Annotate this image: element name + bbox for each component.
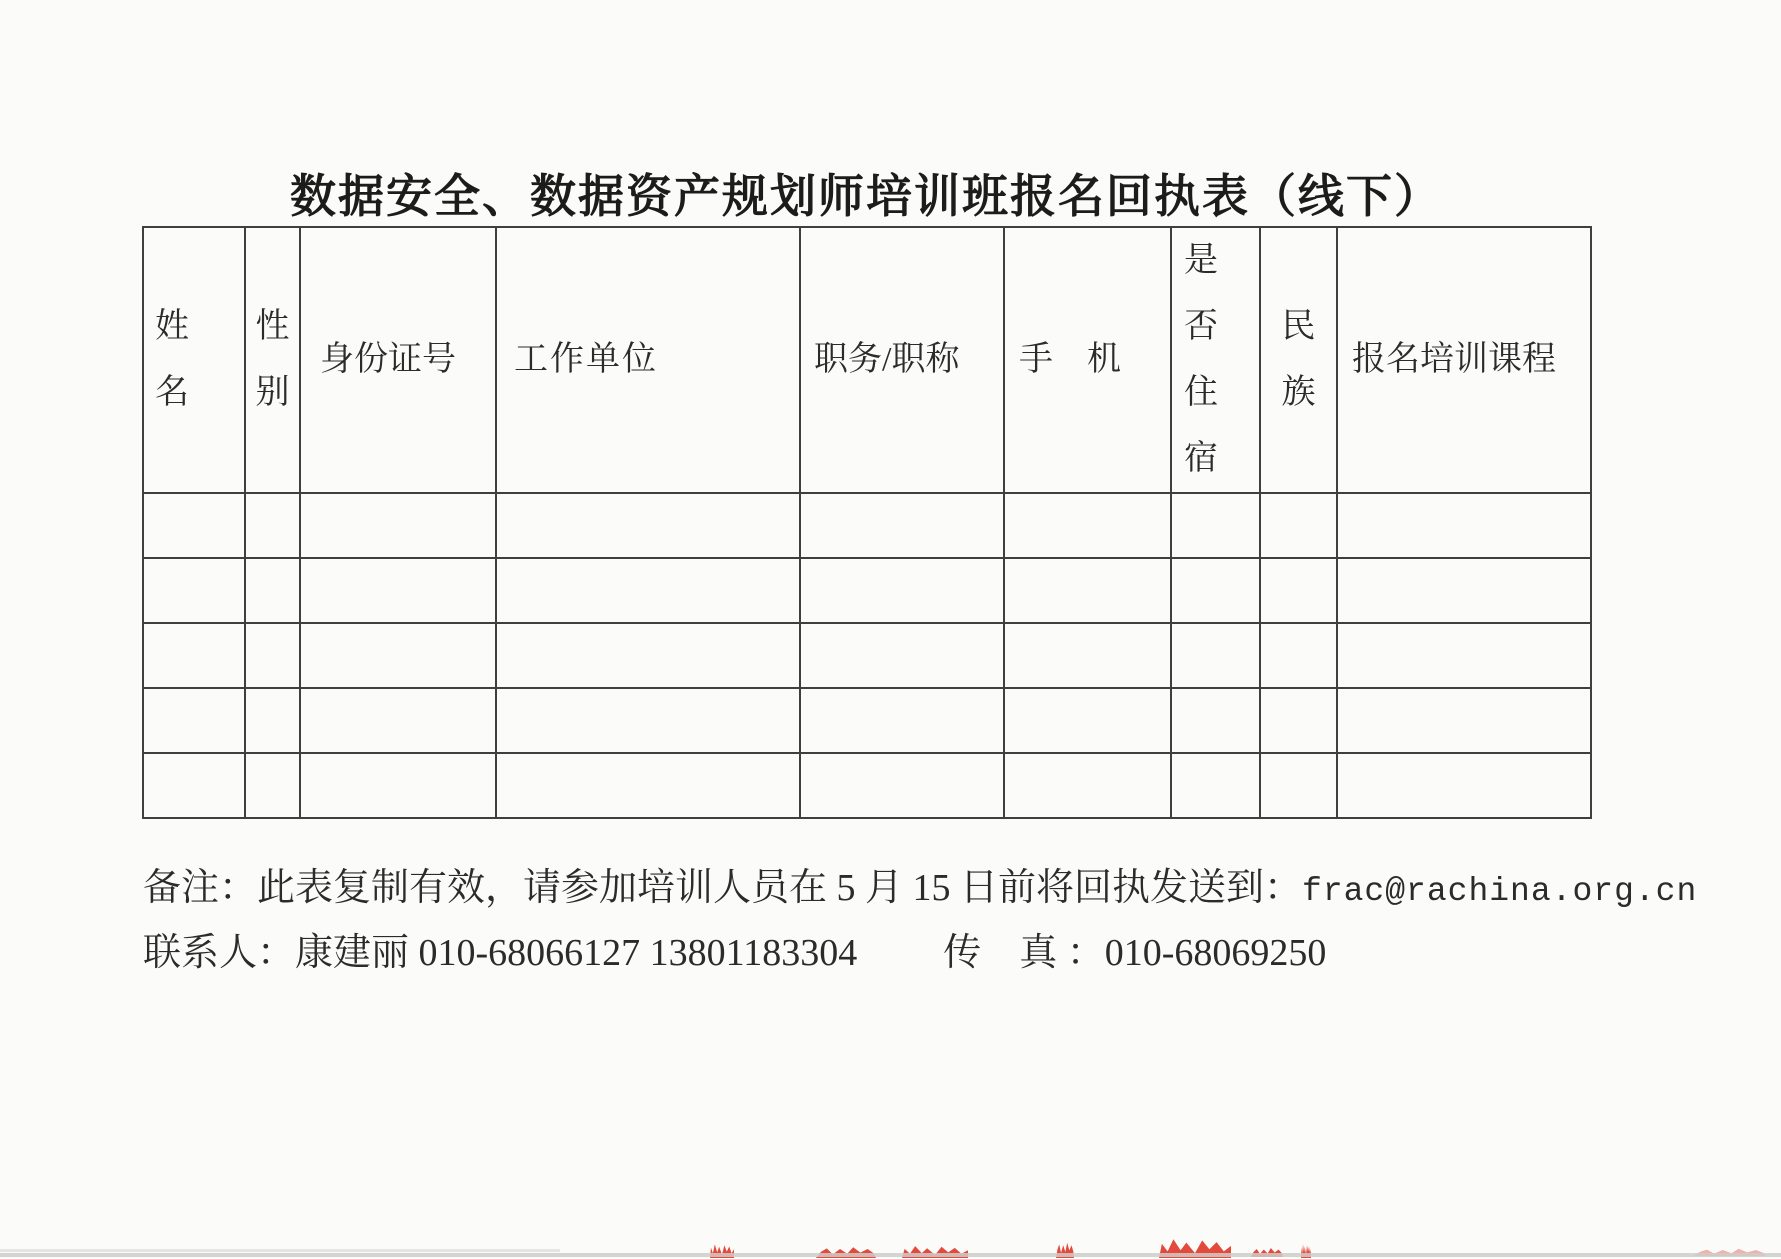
header-label-line: 职务/职称 bbox=[814, 341, 960, 378]
header-label-line: 名 bbox=[155, 374, 189, 411]
header-cell-id-number bbox=[300, 227, 496, 493]
header-label-line: 别 bbox=[255, 374, 290, 411]
scan-smudge bbox=[0, 1249, 560, 1252]
registration-table-grid bbox=[142, 226, 1592, 819]
header-cell-courses bbox=[1337, 227, 1591, 493]
header-cell-position-title bbox=[800, 227, 1004, 493]
empty-cell bbox=[245, 493, 300, 558]
header-label-line: 姓 bbox=[155, 308, 189, 345]
empty-cell bbox=[1260, 623, 1337, 688]
empty-cell bbox=[245, 558, 300, 623]
header-label bbox=[246, 294, 299, 426]
empty-cell bbox=[1337, 558, 1591, 623]
header-cell-lodging bbox=[1171, 227, 1260, 493]
empty-cell bbox=[143, 623, 245, 688]
header-label-line: 否 bbox=[1184, 308, 1218, 345]
header-label bbox=[497, 327, 799, 393]
contact-line bbox=[143, 921, 1326, 976]
table-row bbox=[143, 558, 1591, 623]
empty-cell bbox=[1004, 493, 1171, 558]
empty-cell bbox=[143, 753, 245, 818]
empty-cell bbox=[1171, 558, 1260, 623]
empty-cell bbox=[1171, 753, 1260, 818]
header-row bbox=[143, 227, 1591, 493]
header-label bbox=[144, 294, 244, 426]
remark-line bbox=[143, 856, 1697, 911]
header-label-line: 住 bbox=[1184, 374, 1218, 411]
empty-cell bbox=[300, 753, 496, 818]
header-label-line: 宿 bbox=[1184, 440, 1218, 477]
header-label bbox=[1005, 327, 1170, 393]
header-cell-name bbox=[143, 227, 245, 493]
empty-cell bbox=[300, 493, 496, 558]
header-label bbox=[301, 327, 495, 393]
empty-cell bbox=[1260, 688, 1337, 753]
empty-cell bbox=[1337, 753, 1591, 818]
header-label-line: 民 bbox=[1281, 308, 1316, 345]
empty-cell bbox=[1337, 493, 1591, 558]
registration-table bbox=[142, 226, 1592, 819]
header-label-line: 报名培训课程 bbox=[1352, 341, 1556, 378]
fax-text: 传 真 ：010-68069250 bbox=[943, 932, 1327, 974]
empty-cell bbox=[1004, 558, 1171, 623]
remark-text: 备注：此表复制有效，请参加培训人员在 5 月 15 日前将回执发送到： bbox=[143, 867, 1303, 909]
header-label-line: 身份证号 bbox=[320, 341, 456, 378]
email-text: frac@rachina.org.cn bbox=[1302, 873, 1698, 910]
empty-cell bbox=[1337, 688, 1591, 753]
header-label bbox=[1338, 327, 1590, 393]
empty-cell bbox=[1171, 493, 1260, 558]
header-label bbox=[801, 327, 1003, 393]
empty-cell bbox=[143, 688, 245, 753]
contact-text: 联系人：康建丽 010-68066127 13801183304 bbox=[143, 932, 858, 974]
page-title: 数据安全、数据资产规划师培训班报名回执表（线下） bbox=[290, 171, 1442, 222]
empty-cell bbox=[800, 688, 1004, 753]
empty-cell bbox=[1337, 623, 1591, 688]
header-cell-ethnicity bbox=[1260, 227, 1337, 493]
table-row bbox=[143, 688, 1591, 753]
header-label-line: 族 bbox=[1281, 374, 1316, 411]
header-label bbox=[1261, 294, 1336, 426]
empty-cell bbox=[496, 623, 800, 688]
header-label bbox=[1172, 228, 1259, 492]
header-label-line: 是 bbox=[1184, 242, 1218, 279]
empty-cell bbox=[245, 623, 300, 688]
empty-cell bbox=[1171, 688, 1260, 753]
empty-cell bbox=[1260, 493, 1337, 558]
empty-cell bbox=[1004, 753, 1171, 818]
table-row bbox=[143, 753, 1591, 818]
header-label-line: 性 bbox=[255, 308, 290, 345]
empty-cell bbox=[800, 493, 1004, 558]
empty-cell bbox=[1171, 623, 1260, 688]
table-row bbox=[143, 493, 1591, 558]
empty-cell bbox=[300, 688, 496, 753]
empty-cell bbox=[300, 623, 496, 688]
empty-cell bbox=[800, 623, 1004, 688]
table-row bbox=[143, 623, 1591, 688]
header-label-line: 工作单位 bbox=[514, 341, 658, 378]
header-cell-work-unit bbox=[496, 227, 800, 493]
empty-cell bbox=[245, 688, 300, 753]
empty-cell bbox=[800, 558, 1004, 623]
empty-cell bbox=[1004, 688, 1171, 753]
empty-cell bbox=[800, 753, 1004, 818]
table-body bbox=[143, 227, 1591, 818]
empty-cell bbox=[143, 558, 245, 623]
empty-cell bbox=[496, 688, 800, 753]
empty-cell bbox=[1260, 558, 1337, 623]
empty-cell bbox=[496, 753, 800, 818]
empty-cell bbox=[496, 493, 800, 558]
header-cell-mobile bbox=[1004, 227, 1171, 493]
scan-bottom-edge bbox=[0, 1253, 1781, 1257]
empty-cell bbox=[496, 558, 800, 623]
empty-cell bbox=[1004, 623, 1171, 688]
empty-cell bbox=[300, 558, 496, 623]
header-label-line: 手 机 bbox=[1019, 341, 1121, 378]
empty-cell bbox=[245, 753, 300, 818]
empty-cell bbox=[143, 493, 245, 558]
empty-cell bbox=[1260, 753, 1337, 818]
header-cell-gender bbox=[245, 227, 300, 493]
